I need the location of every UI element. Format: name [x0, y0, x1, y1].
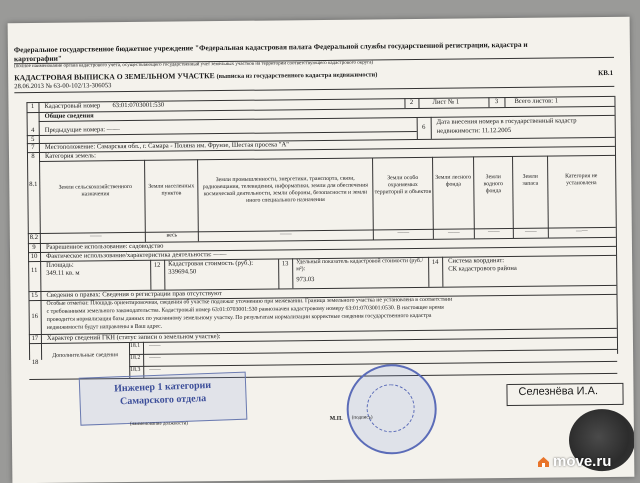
row-8-2-num: 8.2: [29, 233, 39, 242]
cat-value-industry: ——: [280, 231, 292, 238]
location-value: Самарская обл., г. Самара - Поляна им. Фрунзе, Шестая просека "А": [96, 141, 290, 151]
row-18-2-value: ——: [149, 354, 161, 361]
entry-date-label: Дата внесения номера в государственный кадастр: [436, 117, 577, 126]
special-notes-line-3: проводится нормализация базы данных по указанному земельному участку. По результатам нормализации корректные сведения государственного кадастра: [46, 312, 432, 323]
cadastral-value-value: 339694.50: [168, 268, 197, 276]
cat-header-protected: Земли особо охраняемых территорий и объектов: [374, 174, 432, 196]
row-18-3-num: 18.3: [130, 366, 141, 374]
cadastral-value-label: Кадастровая стоимость (руб.):: [168, 259, 254, 268]
sheet-label: Лист №: [432, 98, 455, 106]
cat-header-industry: Земли промышленности, энергетики, транспорта, связи, радиовещания, телевидения, информатики, земли для обеспечения космической деятельности, земли обороны, безопасности и земли иного специального назначения: [202, 175, 368, 204]
row-6-num: 6: [422, 123, 426, 131]
cat-value-settlements: весь: [166, 232, 178, 239]
row-17-num: 17: [31, 334, 39, 343]
mp-label: М.П.: [329, 415, 343, 422]
cat-value-reserve: ——: [524, 228, 537, 235]
coord-system-label: Система координат:: [448, 257, 505, 265]
cat-header-water: Земли водного фонда: [483, 174, 504, 195]
row-14-num: 14: [431, 258, 439, 266]
entry-date-label-2: недвижимости:: [436, 127, 481, 135]
stamp-line-2: Самарского отдела: [119, 393, 207, 408]
position-stamp: [79, 372, 248, 426]
stamp-line-1: Инженер 1 категории: [113, 379, 212, 395]
row-4-num: 4: [31, 126, 35, 135]
row-18-num: 18: [31, 358, 39, 367]
sheets-total-label: Всего листов:: [514, 97, 554, 105]
sheets-total-value: 1: [554, 97, 559, 105]
signer-name: Селезнёва И.А.: [518, 385, 599, 398]
doc-subtitle: (выписка из государственного кадастра недвижимости): [216, 71, 378, 81]
row-18-1-num: 18.1: [129, 342, 141, 350]
cat-header-reserve: Земли запаса: [522, 173, 539, 187]
permitted-use-label: Разрешенное использование:: [45, 243, 128, 251]
special-notes-line-1: Особые отметки: Площадь ориентировочная, сведения об участке подлежат уточнению при межевании. Граница земельного участка не установлена в соответствии: [46, 296, 453, 307]
rights-label: Сведения о правах:: [46, 291, 101, 299]
row-12-num: 12: [153, 261, 161, 269]
doc-title: КАДАСТРОВАЯ ВЫПИСКА О ЗЕМЕЛЬНОМ УЧАСТКЕ: [14, 71, 215, 83]
row-18-1-value: ——: [148, 342, 161, 349]
gkn-status-label: Характер сведений ГКН (статус записи о земельном участке):: [46, 333, 221, 342]
row-5-num: 5: [31, 135, 35, 144]
row-16-num: 16: [31, 312, 39, 321]
row-1-num: 1: [30, 102, 35, 111]
document-sheet: [8, 17, 635, 483]
house-logo-icon: [537, 456, 550, 468]
row-15-num: 15: [31, 291, 38, 300]
row-10-num: 10: [30, 252, 38, 261]
unit-value-label: Удельный показатель кадастровой стоимости (руб./м²):: [296, 257, 424, 273]
row-3-num: 3: [494, 98, 499, 106]
entry-date-value: 11.12.2005: [481, 127, 512, 135]
location-label: Местоположение:: [44, 143, 96, 151]
org-line-1: Федеральное государственное бюджетное учреждение "Федеральная кадастровая палата Федеральной службы государственной регистрации, кадастра и: [13, 39, 528, 55]
org-note: (полное наименование органа кадастрового учета, осуществляющего государственный учет земельных участков на территории соответствующего кадастрового округа): [14, 60, 374, 70]
date-number: 28.06.2013 № 63-00-102/13-306053: [14, 82, 112, 91]
official-seal: [346, 364, 437, 455]
cat-header-settlements: Земли населенных пунктов: [148, 183, 195, 197]
cat-header-agri: Земли сельскохозяйственного назначения: [58, 183, 133, 198]
cat-value-unset: ——: [575, 228, 588, 235]
cat-header-unset: Категория не установлена: [565, 173, 598, 187]
stamp-note: (наименование должности): [129, 421, 188, 428]
coord-system-value: СК кадастрового района: [448, 264, 517, 273]
cadastral-number-value: 63:01:0703001:530: [112, 101, 165, 110]
actual-use-label: Фактическое использование/характеристика деятельности:: [46, 251, 212, 260]
area-label: Площадь:: [46, 261, 74, 269]
land-category-label: Категория земель:: [44, 152, 97, 160]
sheet-value: 1: [455, 98, 460, 106]
cat-value-protected: ——: [397, 230, 410, 237]
cat-value-forest: ——: [447, 229, 460, 236]
row-18-3-value: ——: [149, 366, 161, 373]
rights-value: Сведения о регистрации прав отсутствуют: [102, 290, 222, 299]
row-18-2-num: 18.2: [130, 354, 141, 362]
permitted-use-value: садоводство: [129, 242, 164, 251]
row-8-num: 8: [31, 152, 35, 161]
org-line-2: картографии": [13, 53, 63, 64]
row-7-num: 7: [31, 143, 35, 152]
prev-numbers-value: ——: [106, 126, 120, 134]
cat-value-agri: ——: [90, 233, 102, 240]
row-8-1-num: 8.1: [29, 180, 38, 189]
eagle-emblem-icon: [366, 384, 415, 433]
additional-info-label: Дополнительные сведения: [52, 352, 118, 359]
row-13-num: 13: [281, 260, 289, 268]
area-value: 349.11 кв. м: [46, 269, 80, 277]
row-2-num: 2: [409, 99, 414, 107]
cat-header-forest: Земли лесного фонда: [435, 174, 472, 188]
cadastral-number-label: Кадастровый номер: [44, 102, 101, 110]
special-notes-line-4: недвижимости будут направлены в Ваш адрес.: [46, 323, 163, 331]
general-section: Общие сведения: [44, 112, 94, 120]
watermark-logo[interactable]: move.ru: [553, 453, 612, 470]
form-code: КВ.1: [598, 68, 614, 78]
unit-value-value: 973.03: [296, 276, 315, 284]
actual-use-value: ——: [213, 250, 227, 259]
cat-value-water: ——: [487, 229, 500, 236]
row-11-num: 11: [30, 266, 38, 275]
sign-note: (подпись): [351, 415, 373, 421]
special-notes-line-2: с требованиями земельного законодательства. Кадастровый номер 63:01:0703001:530 равнозначен кадастровому номеру 63:01:0703001:0530. В настоящее время: [46, 304, 444, 315]
prev-numbers-label: Предыдущие номера:: [44, 126, 106, 134]
row-9-num: 9: [32, 243, 36, 252]
